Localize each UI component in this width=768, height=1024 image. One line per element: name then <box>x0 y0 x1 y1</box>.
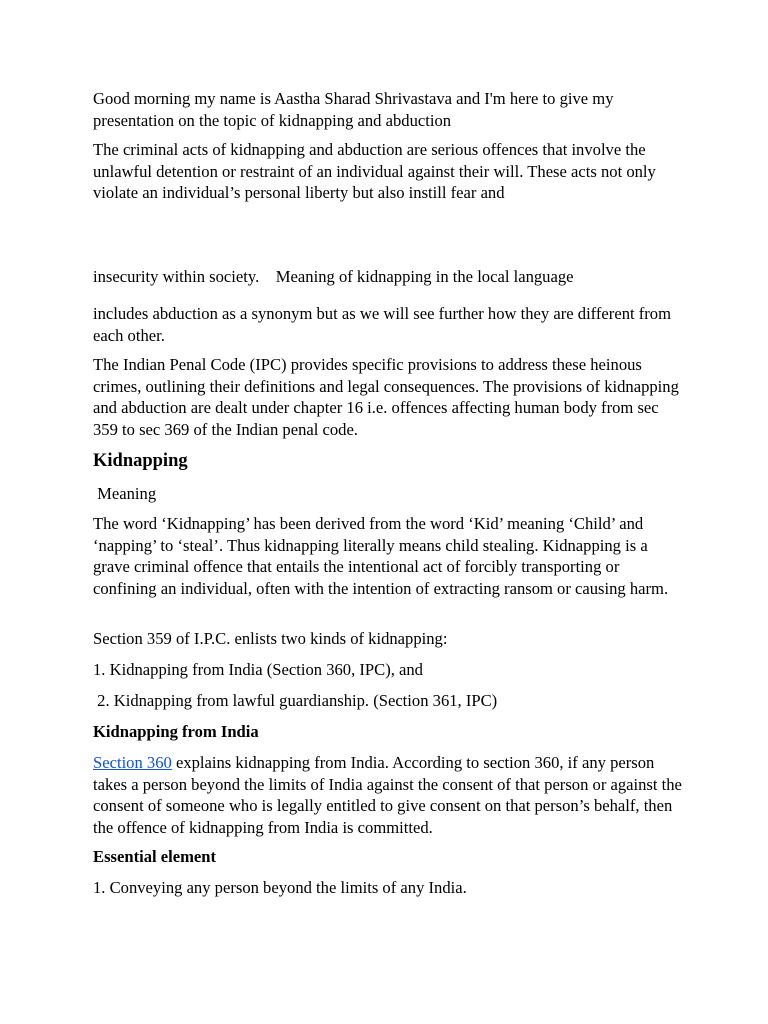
paragraph-section-359: Section 359 of I.P.C. enlists two kinds of kidnapping: <box>93 629 448 648</box>
heading-kidnapping: Kidnapping <box>93 451 188 471</box>
heading-essential-element: Essential element <box>93 847 217 866</box>
paragraph-abduction-synonym: includes abduction as a synonym but as we will see further how they are different from each other. <box>93 304 672 345</box>
paragraph-crime-overview-continued: insecurity within society. Meaning of kidnapping in the local language <box>93 267 574 286</box>
paragraph-section-360-text: explains kidnapping from India. According to section 360, if any person takes a person beyond the limits of India against the consent of that person or against the consent of someone who is legally entitled to give consent on that person’s behalf, then the offence of kidnapping from India is committed. <box>93 753 682 837</box>
paragraph-crime-overview: The criminal acts of kidnapping and abduction are serious offences that involve the unlawful detention or restraint of an individual against their will. These acts not only violate an individual’s personal liberty but also instill fear and <box>93 140 656 203</box>
paragraph-ipc-provisions: The Indian Penal Code (IPC) provides specific provisions to address these heinous crimes, outlining their definitions and legal consequences. The provisions of kidnapping and abduction are dealt under chapter 16 i.e. offences affecting human body from sec 359 to sec 369 of the Indian penal code. <box>93 355 679 439</box>
meaning-label: Meaning <box>93 484 157 503</box>
heading-kidnapping-from-india: Kidnapping from India <box>93 722 259 741</box>
section-360-link[interactable]: Section 360 <box>93 753 172 772</box>
paragraph-section-360 <box>93 752 683 838</box>
essential-element-item-1: 1. Conveying any person beyond the limits of any India. <box>93 878 467 897</box>
list-item-kidnapping-from-guardianship: 2. Kidnapping from lawful guardianship. (Section 361, IPC) <box>93 691 498 710</box>
list-item-kidnapping-from-india: 1. Kidnapping from India (Section 360, IPC), and <box>93 660 423 679</box>
intro-paragraph: Good morning my name is Aastha Sharad Shrivastava and I'm here to give my presentation on the topic of kidnapping and abduction <box>93 89 614 130</box>
paragraph-kidnapping-meaning: The word ‘Kidnapping’ has been derived from the word ‘Kid’ meaning ‘Child’ and ‘napping’ to ‘steal’. Thus kidnapping literally means child stealing. Kidnapping is a grave criminal offence that entails the intentional act of forcibly transporting or confining an individual, often with the intention of extracting ransom or causing harm. <box>93 514 669 598</box>
